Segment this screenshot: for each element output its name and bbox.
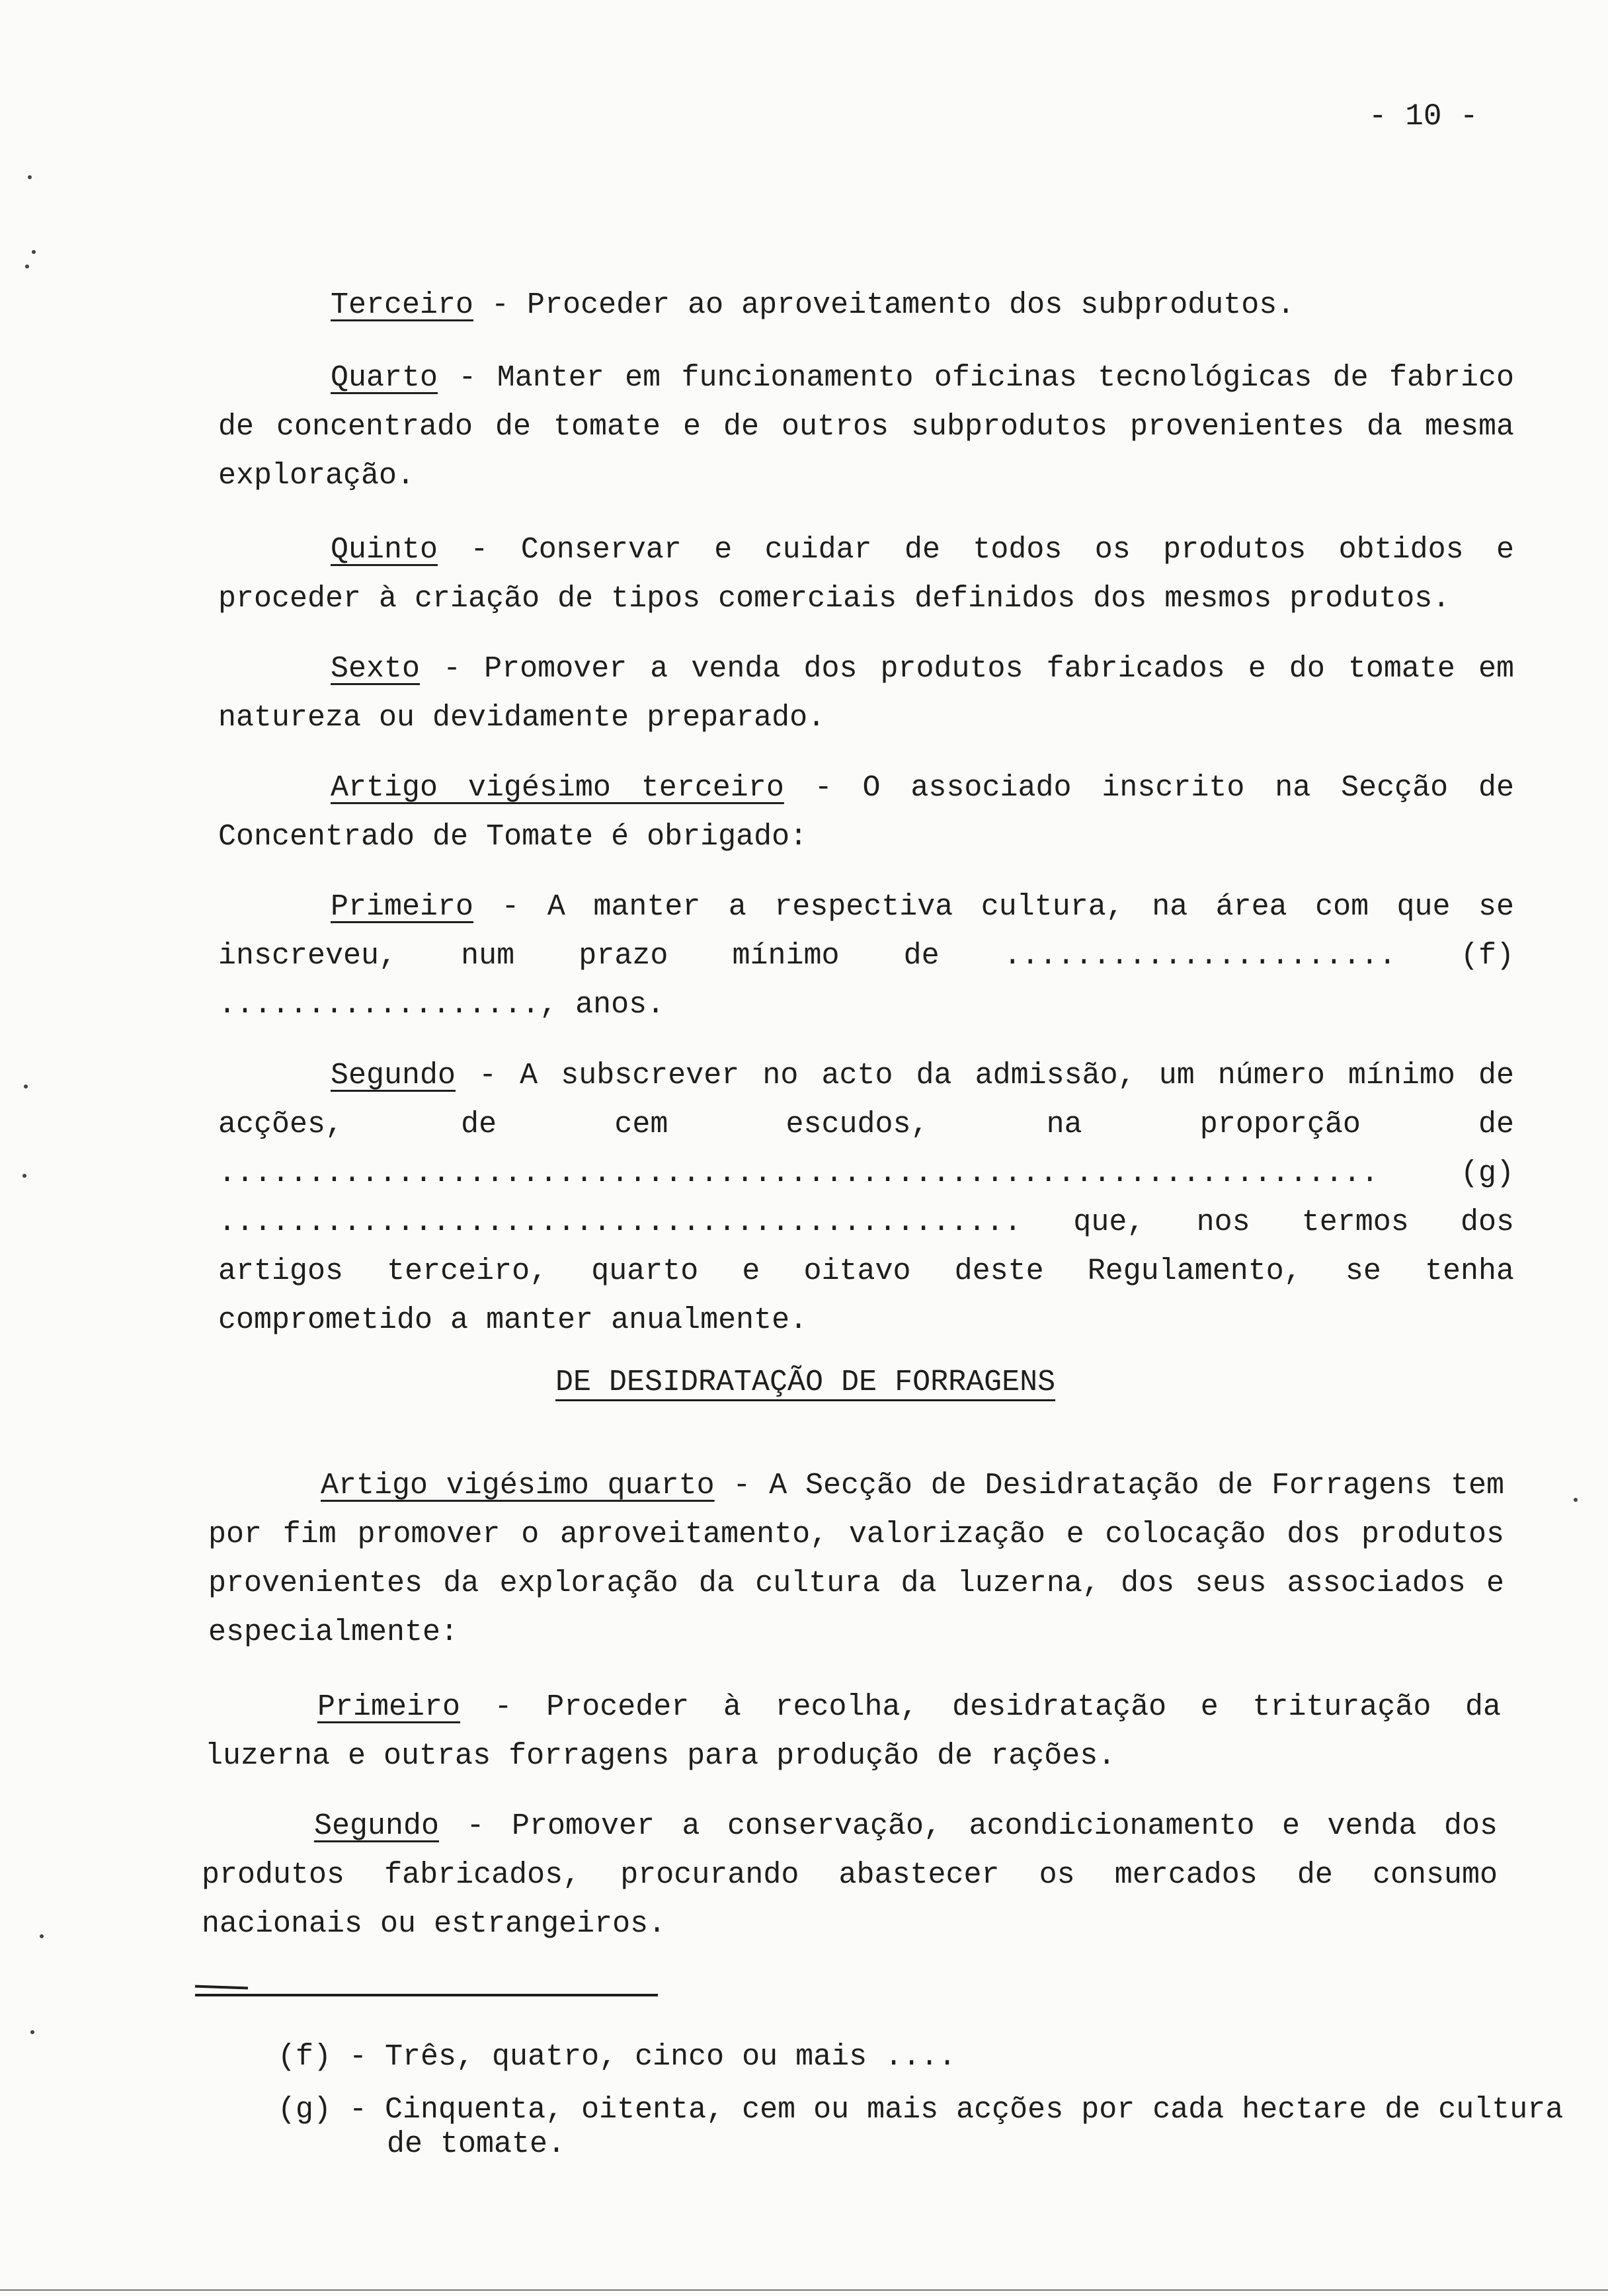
scan-speck — [40, 1934, 44, 1938]
scan-speck — [30, 2030, 34, 2034]
paragraph-quinto — [218, 526, 1514, 624]
scan-speck — [1574, 1498, 1578, 1502]
paragraph-text: - Conservar e cuidar de todos os produtos obtidos e proceder à criação de tipos comerciais definidos dos mesmos produtos. — [218, 533, 1514, 616]
paragraph-artigo-24 — [208, 1461, 1504, 1657]
paragraph-lead: Artigo vigésimo terceiro — [331, 771, 784, 805]
footnote-f — [278, 2040, 1577, 2074]
paragraph-text: - Promover a venda dos produtos fabricados e do tomate em natureza ou devidamente preparado. — [218, 652, 1514, 735]
paragraph-lead: Segundo — [314, 1809, 440, 1843]
paragraph-lead: Quinto — [331, 533, 438, 567]
footnote-rule-tick — [195, 1985, 248, 1990]
scan-speck — [24, 1085, 28, 1088]
footnote-mark: (f) — [278, 2040, 332, 2074]
paragraph-lead: Artigo vigésimo quarto — [321, 1469, 715, 1502]
paragraph-lead: Quarto — [331, 361, 438, 395]
paragraph-text: - Proceder à recolha, desidratação e trituração da luzerna e outras forragens para produção de rações. — [205, 1690, 1501, 1773]
footnote-mark: (g) — [278, 2093, 332, 2127]
paragraph-artigo-23 — [218, 764, 1514, 862]
paragraph-text: - A manter a respectiva cultura, na área com que se inscreveu, num prazo mínimo de ...................... (f) .................., anos. — [218, 890, 1514, 1022]
footnote-text: - Cinquenta, oitenta, cem ou mais acções por cada hectare de cultura de tomate. — [331, 2093, 1564, 2161]
paragraph-lead: Primeiro — [317, 1690, 461, 1724]
scan-speck — [22, 1174, 26, 1178]
paragraph-primeiro — [218, 883, 1514, 1030]
paragraph-sexto — [218, 645, 1514, 743]
page-number: - 10 - — [1369, 99, 1478, 134]
paragraph-terceiro — [218, 281, 1514, 330]
paragraph-text: - O associado inscrito na Secção de Concentrado de Tomate é obrigado: — [218, 771, 1514, 854]
scan-speck — [28, 175, 32, 179]
scan-speck — [32, 250, 36, 254]
paragraph-lead: Terceiro — [331, 288, 474, 322]
paragraph-lead: Segundo — [331, 1059, 456, 1092]
paragraph-text: - Promover a conservação, acondicionamento e venda dos produtos fabricados, procurando abastecer os mercados de consumo nacionais ou estrangeiros. — [202, 1809, 1498, 1941]
paragraph-text: - Proceder ao aproveitamento dos subprodutos. — [473, 288, 1295, 322]
paragraph-primeiro-2 — [205, 1683, 1501, 1781]
paragraph-segundo — [218, 1051, 1514, 1345]
footnote-rule — [195, 1994, 658, 1996]
paragraph-lead: Primeiro — [331, 890, 474, 924]
section-heading: DE DESIDRATAÇÃO DE FORRAGENS — [555, 1366, 1056, 1399]
paragraph-segundo-2 — [202, 1802, 1498, 1949]
paragraph-text: - A subscrever no acto da admissão, um número mínimo de acções, de cem escudos, na proporção de ................................................................. (g) ............................................. que, nos termos dos artigos terceiro, quarto e oitavo deste Regulamento, se tenha comprometido a manter anualmente. — [218, 1059, 1514, 1337]
scan-speck — [25, 265, 29, 268]
paragraph-quarto — [218, 354, 1514, 501]
scan-bottom-edge — [0, 2289, 1608, 2291]
footnote-g — [278, 2093, 1577, 2162]
footnote-text: - Três, quatro, cinco ou mais .... — [331, 2040, 957, 2074]
paragraph-lead: Sexto — [331, 652, 421, 686]
paragraph-text: - A Secção de Desidratação de Forragens tem por fim promover o aproveitamento, valorização e colocação dos produtos provenientes da exploração da cultura da luzerna, dos seus associados e especialmente: — [208, 1469, 1504, 1649]
paragraph-text: - Manter em funcionamento oficinas tecnológicas de fabrico de concentrado de tomate e de outros subprodutos provenientes da mesma exploração. — [218, 361, 1514, 493]
